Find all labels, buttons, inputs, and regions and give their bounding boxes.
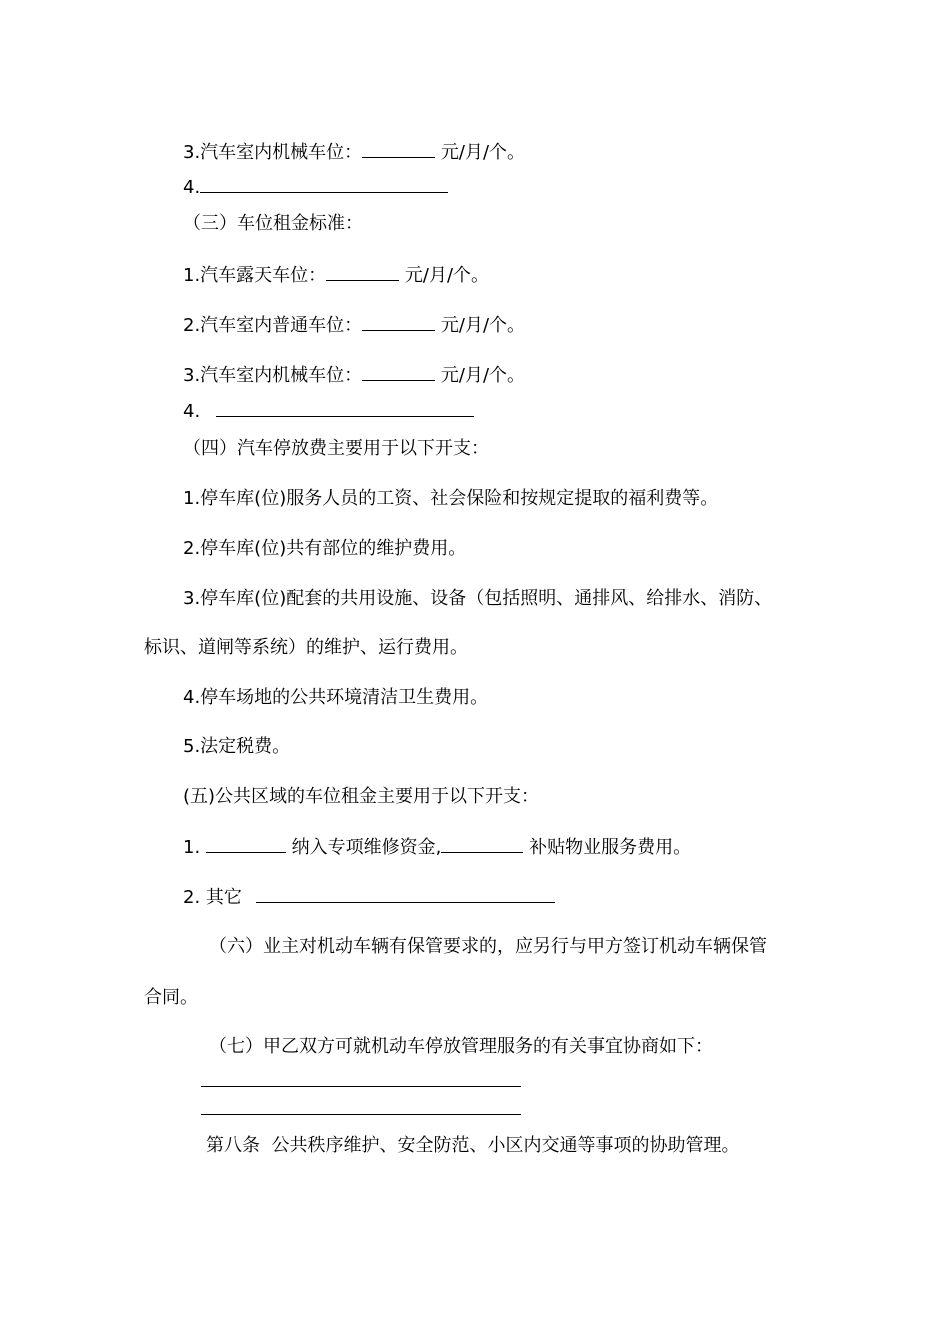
- section-heading-public-rent-usage: (五)公共区域的车位租金主要用于以下开支：: [183, 786, 540, 807]
- parking-fee-item-3-mechanical: [183, 140, 525, 165]
- section-heading-fee-usage: （四）汽车停放费主要用于以下开支：: [183, 438, 489, 459]
- fill-in-blank: [362, 140, 435, 158]
- rent-item-1-outdoor: [183, 263, 489, 288]
- clause-seven: （七）甲乙双方可就机动车停放管理服务的有关事宜协商如下：: [209, 1036, 713, 1057]
- negotiation-blank-2: [201, 1097, 521, 1122]
- fill-in-blank: [200, 175, 448, 193]
- fill-in-blank: [326, 263, 399, 281]
- rent-item-2-indoor: [183, 313, 525, 338]
- clause-six: （六）业主对机动车辆有保管要求的，应另行与甲方签订机动车辆保管: [209, 936, 767, 957]
- item-label: 2. 其它: [183, 887, 248, 908]
- rent-item-4: [183, 399, 474, 424]
- negotiation-blank-1: [201, 1069, 521, 1094]
- public-rent-item-2: [183, 885, 555, 910]
- unit-text: 元/月/个。: [435, 142, 526, 163]
- item-label: 1.: [183, 837, 206, 858]
- item-label: 1.汽车露天车位：: [183, 265, 327, 286]
- unit-text: 元/月/个。: [399, 265, 490, 286]
- fee-usage-item-5: 5.法定税费。: [183, 736, 291, 757]
- item-label: 3.汽车室内机械车位：: [183, 365, 363, 386]
- suffix-text: 补贴物业服务费用。: [523, 837, 692, 858]
- unit-text: 元/月/个。: [435, 315, 526, 336]
- fill-in-blank: [362, 363, 435, 381]
- fill-in-blank: [216, 399, 474, 417]
- fee-usage-item-1: 1.停车库(位)服务人员的工资、社会保险和按规定提取的福利费等。: [183, 488, 719, 509]
- fee-usage-item-4: 4.停车场地的公共环境清洁卫生费用。: [183, 687, 489, 708]
- fill-in-blank: [201, 1097, 521, 1115]
- fee-usage-item-3: 3.停车库(位)配套的共用设施、设备（包括照明、通排风、给排水、消防、: [183, 588, 773, 609]
- fill-in-blank: [256, 885, 555, 903]
- unit-text: 元/月/个。: [435, 365, 526, 386]
- fill-in-blank: [362, 313, 435, 331]
- fill-in-blank: [206, 835, 286, 853]
- fee-usage-item-3-continued: 标识、道闸等系统）的维护、运行费用。: [144, 637, 468, 658]
- item-label: 2.汽车室内普通车位：: [183, 315, 363, 336]
- section-heading-rent-standard: （三）车位租金标准：: [183, 213, 363, 234]
- parking-fee-item-4: [183, 175, 448, 200]
- item-label: 4.: [183, 401, 206, 422]
- rent-item-3-mechanical: [183, 363, 525, 388]
- public-rent-item-1: [183, 835, 691, 860]
- fill-in-blank-2: [441, 835, 523, 853]
- clause-six-continued: 合同。: [144, 987, 198, 1008]
- item-label: 3.汽车室内机械车位：: [183, 142, 363, 163]
- article-eight-heading: 第八条 公共秩序维护、安全防范、小区内交通等事项的协助管理。: [206, 1135, 740, 1156]
- fill-in-blank: [201, 1069, 521, 1087]
- item-label: 4.: [183, 177, 201, 198]
- fee-usage-item-2: 2.停车库(位)共有部位的维护费用。: [183, 538, 467, 559]
- middle-text: 纳入专项维修资金,: [285, 837, 442, 858]
